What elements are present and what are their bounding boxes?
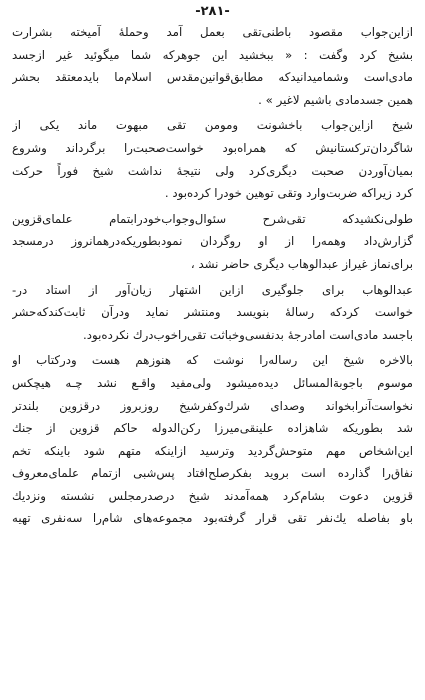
text-line: قزوین دعوت بشام‌کرد همه‌آمدند شیخ درصدرمجلس نشسته ونزدیك (12, 488, 413, 503)
text-line: موسوم باجوبةالمسائل دیده‌میشود ولی‌مفید واقـع نشد چـه هیچکس (12, 375, 413, 390)
paragraph-5 (12, 349, 413, 530)
text-line: بالاخره شیخ این رساله‌را نوشت که هنوزهم هست ودرکتاب او (12, 353, 413, 368)
text-line: همین جسدمادی باشیم لاغیر » . (258, 92, 413, 107)
paragraph-3 (12, 208, 413, 276)
text-line: باو بفاصله یك‌نفر تقی قرار گرفته‌بود مجموعه‌های شام‌را سه‌نفری تهیه (12, 511, 413, 526)
text-line: این‌اشخاص مهم متوحش‌گردید وترسید ازاینکه متهم شود باینکه تخم (12, 443, 413, 458)
text-line: بمیان‌آوردن صحبت دیگری‌کرد ولی نتیجهٔ نداشت شیخ فوراً حرکت (12, 163, 413, 178)
text-line: نفاق‌را گذارده است برويد بفکرصلح‌افتاد پس‌شبی ازتمام علمای‌معروف (12, 466, 413, 481)
text-line: باجسد مادی‌است امادرجهٔ بدنفسی‌وخباثت تقی‌راخوب‌درك نکرده‌بود. (83, 327, 413, 342)
paragraph-4 (12, 279, 413, 347)
text-line: طولی‌نکشیدکه تقی‌شرح سئوال‌وجواب‌خودرا‌بتمام علمای‌قزوین (12, 211, 413, 226)
text-line: کرد زیراکه ضربت‌وارد وتقی توهین خودرا کرده‌بود . (164, 186, 413, 201)
text-line: برای‌نماز غیراز عبدالوهاب دیگری حاضر نشد ، (190, 256, 413, 271)
paragraph-2 (12, 114, 413, 204)
text-line: ازاین‌جواب مقصود باطنی‌تقی بعمل آمد وحملهٔ آمیخته بشرارت (12, 25, 413, 39)
text-line: نخواست‌آنرابخواند وصدای شرك‌وکفرشیخ روزبروز درقزوین بلندتر (12, 398, 413, 413)
text-line: شاگردان‌ترکستانیش که همراه‌بود خواست‌صحبت‌را برگرداند وشروع (12, 140, 413, 155)
text-line: شد بطوریکه شاهزاده علینقی‌میرزا رکن‌الدوله حاکم قزوین از جنك (12, 421, 413, 436)
text-line: مادی‌است وشمامیدانیدکه مطابق‌قوانین‌مقدس اسلام‌ما بایدمعتقد بحشر (12, 70, 413, 85)
text-line: بشیخ کرد وگفت : « ببخشید این جوهرکه شما میگوئید غیر ازجسد (12, 47, 413, 62)
text-line: عبدالوهاب برای جلوگیری ازاین اشتهار زیان‌آور از استاد در- (12, 282, 413, 297)
page-number: -۲۸۱- (195, 4, 230, 19)
text-line: خواست کردکه رسالهٔ بنویسد ومنتشر نماید ودرآن ثابت‌کندکه‌حشر (12, 305, 413, 320)
paragraph-1 (12, 21, 413, 111)
text-line: شیخ ازاین‌جواب باخشونت ومومن تقی مبهوت ماند یکی از (12, 118, 413, 133)
text-line: گزارش‌داد وهمه‌را از او روگردان نمودبطوریکه‌درهمانروز درمسجد (12, 234, 413, 249)
